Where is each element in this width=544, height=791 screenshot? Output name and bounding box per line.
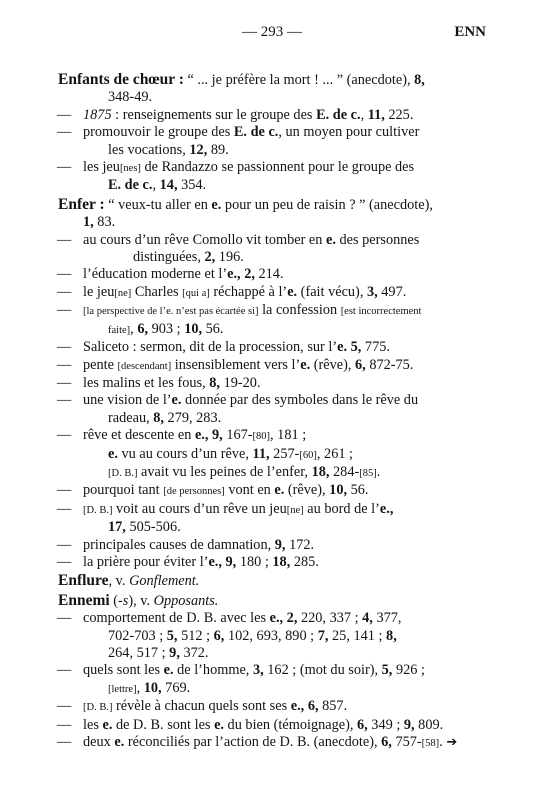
entry-headword: Enflure xyxy=(58,572,109,590)
page-number: — 293 — xyxy=(242,24,302,40)
list-item: — 1875 : renseignements sur le groupe des E. de c., 11, 225. xyxy=(57,106,414,123)
list-item: — les malins et les fous, 8, 19-20. xyxy=(57,374,261,391)
list-item: — pourquoi tant [de personnes] vont en e. (rêve), 10, 56. xyxy=(57,482,369,499)
list-item: — rêve et descente en e., 9, 167-[80], 181 ; e. vu au cours d’un rêve, 11, 257-[60], 261 ; [D. B.] avait vu les peines de l’enfer, 18, 284-[85]. xyxy=(57,427,381,480)
list-item: — Saliceto : sermon, dit de la procession, sur l’e. 5, 775. xyxy=(57,339,390,356)
dash: — xyxy=(57,339,72,356)
dash: — xyxy=(57,698,72,715)
dash: — xyxy=(57,283,72,300)
dash: — xyxy=(57,553,72,570)
continued-arrow-icon: ➔ xyxy=(446,735,458,751)
entry-headword: Enfants de chœur : xyxy=(58,71,184,88)
list-item: — les jeu[nes] de Randazzo se passionnent pour le groupe des E. de c., 14, 354. xyxy=(57,159,415,194)
dash: — xyxy=(57,536,72,553)
dash: — xyxy=(57,106,72,123)
dash: — xyxy=(57,500,72,517)
dash: — xyxy=(57,231,72,248)
list-item: — deux e. réconciliés par l’action de D. B. (anecdote), 6, 757-[58]. ➔ xyxy=(57,734,458,751)
dash: — xyxy=(57,662,72,679)
dash: — xyxy=(57,302,72,319)
list-item: — pente [descendant] insensiblement vers l’e. (rêve), 6, 872-75. xyxy=(57,356,414,373)
list-item: — principales causes de damnation, 9, 172. xyxy=(57,536,315,553)
dash: — xyxy=(57,356,72,373)
index-key: ENN xyxy=(454,24,486,40)
dash: — xyxy=(57,734,72,751)
list-item: — au cours d’un rêve Comollo vit tomber en e. des personnes distinguées, 2, 196. xyxy=(57,231,420,266)
entry-ennemi: Ennemi (-s), v. Opposants. xyxy=(58,591,219,609)
list-item: — [D. B.] voit au cours d’un rêve un jeu[ne] au bord de l’e., 17, 505-506. xyxy=(57,500,394,536)
dash: — xyxy=(57,392,72,409)
dash: — xyxy=(57,374,72,391)
entry-enflure: Enflure, v. Gonflement. xyxy=(58,572,200,590)
dash: — xyxy=(57,124,72,141)
list-item: — l’éducation moderne et l’e., 2, 214. xyxy=(57,266,284,283)
entry-enfer: Enfer : “ veux-tu aller en e. pour un peu de raisin ? ” (anecdote), 1, 83. xyxy=(58,195,433,231)
list-item: — [la perspective de l’e. n’est pas écartée si] la confession [est incorrectement faite], 6, 903 ; 10, 56. xyxy=(57,302,422,337)
index-entries xyxy=(58,70,488,752)
list-item: — comportement de D. B. avec les e., 2, 220, 337 ; 4, 377, 702-703 ; 5, 512 ; 6, 102, 693, 890 ; 7, 25, 141 ; 8, 264, 517 ; 9, 372. xyxy=(57,610,402,661)
list-item: — quels sont les e. de l’homme, 3, 162 ; (mot du soir), 5, 926 ; [lettre], 10, 769. xyxy=(57,662,425,696)
list-item: — les e. de D. B. sont les e. du bien (témoignage), 6, 349 ; 9, 809. xyxy=(57,716,444,733)
list-item: — [D. B.] révèle à chacun quels sont ses e., 6, 857. xyxy=(57,698,348,715)
list-item: — promouvoir le groupe des E. de c., un moyen pour cultiver les vocations, 12, 89. xyxy=(57,124,420,158)
dash: — xyxy=(57,427,72,444)
list-item: — la prière pour éviter l’e., 9, 180 ; 18, 285. xyxy=(57,553,319,570)
dash: — xyxy=(57,159,72,176)
dash: — xyxy=(57,482,72,499)
entry-enfants-de-choeur: Enfants de chœur : “ ... je préfère la mort ! ... ” (anecdote), 8, 348-49. xyxy=(58,71,425,106)
dash: — xyxy=(57,610,72,627)
entry-headword: Enfer : xyxy=(58,195,105,213)
dash: — xyxy=(57,716,72,733)
list-item: — le jeu[ne] Charles [qui a] réchappé à l’e. (fait vécu), 3, 497. xyxy=(57,283,407,300)
dash: — xyxy=(57,266,72,283)
list-item: — une vision de l’e. donnée par des symboles dans le rêve du radeau, 8, 279, 283. xyxy=(57,392,419,426)
entry-headword: Ennemi xyxy=(58,591,110,609)
